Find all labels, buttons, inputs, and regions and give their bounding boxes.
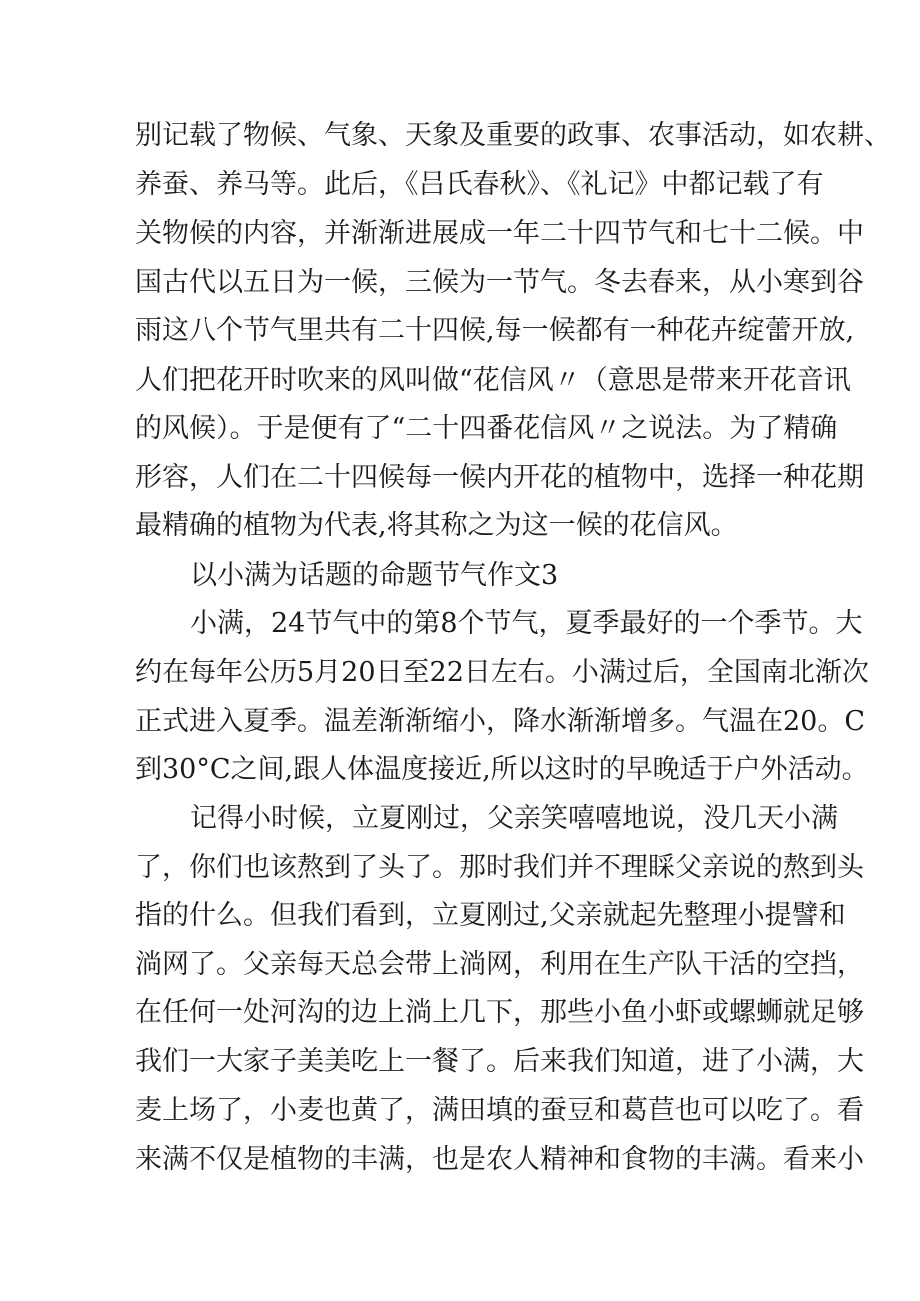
paragraph-line: 最精确的植物为代表,将其称之为这一候的花信风。	[135, 510, 738, 541]
paragraph-line: 约在每年公历5月20日至22日左右。小满过后，全国南北渐次	[135, 657, 869, 688]
paragraph-line: 别记载了物候、气象、天象及重要的政事、农事活动，如农耕、	[135, 120, 891, 151]
paragraph-line: 在任何一处河沟的边上淌上几下，那些小鱼小虾或螺蛳就足够	[135, 997, 864, 1028]
paragraph-line: 人们把花开时吹来的风叫做“花信风〃（意思是带来开花音讯	[135, 365, 851, 396]
paragraph-line: 指的什么。但我们看到，立夏刚过,父亲就起先整理小提譬和	[135, 900, 846, 931]
paragraph-line: 我们一大家子美美吃上一餐了。后来我们知道，进了小满，大	[135, 1046, 864, 1077]
paragraph-line: 雨这八个节气里共有二十四候,每一候都有一种花卉绽蕾开放,	[135, 315, 855, 346]
paragraph-line: 来满不仅是植物的丰满，也是农人精神和食物的丰满。看来小	[135, 1144, 864, 1175]
paragraph-line: 麦上场了，小麦也黄了，满田填的蚕豆和葛苣也可以吃了。看	[135, 1095, 864, 1126]
paragraph-line: 国古代以五日为一候，三候为一节气。冬去春来，从小寒到谷	[135, 267, 864, 298]
paragraph-line: 形容，人们在二十四候每一候内开花的植物中，选择一种花期	[135, 462, 864, 493]
paragraph-line: 了，你们也该熬到了头了。那时我们并不理睬父亲说的熬到头	[135, 852, 864, 883]
paragraph-line: 关物候的内容，并渐渐进展成一年二十四节气和七十二候。中	[135, 218, 864, 249]
paragraph-line: 正式进入夏季。温差渐渐缩小，降水渐渐增多。气温在20。C	[135, 706, 866, 737]
paragraph-line: 小满，24节气中的第8个节气，夏季最好的一个季节。大	[190, 608, 863, 639]
paragraph-line: 淌网了。父亲每天总会带上淌网，利用在生产队干活的空挡，	[135, 949, 864, 980]
paragraph-line: 到30°C之间,跟人体温度接近,所以这时的早晚适于户外活动。	[135, 754, 869, 785]
paragraph-line: 养蚕、养马等。此后，《吕氏春秋》、《礼记》中都记载了有	[135, 169, 824, 200]
section-heading: 以小满为话题的命题节气作文3	[190, 560, 559, 591]
paragraph-line: 记得小时候，立夏刚过，父亲笑嘻嘻地说，没几天小满	[190, 803, 838, 834]
paragraph-line: 的风候）。于是便有了“二十四番花信风〃之说法。为了精确	[135, 413, 838, 444]
